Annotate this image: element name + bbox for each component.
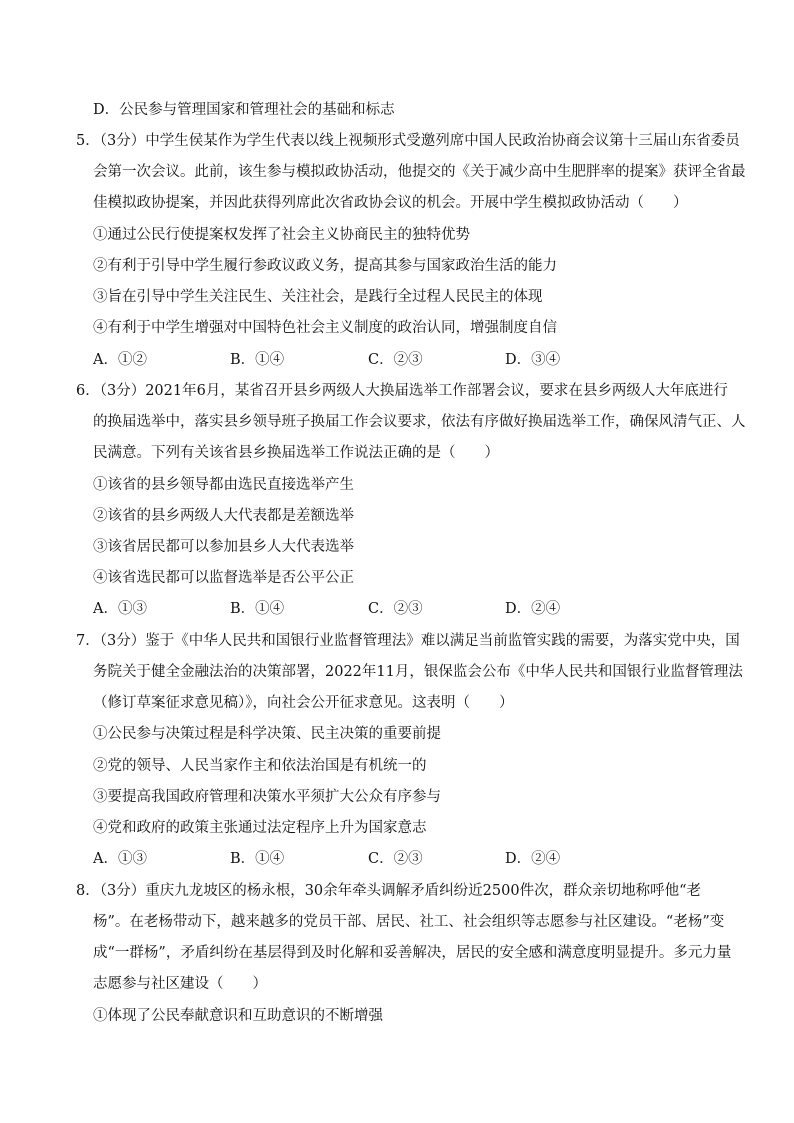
q6-stem-line-2: 的换届选举中，落实县乡领导班子换届工作会议要求，依法有序做好换届选举工作，确保风清气正、人 bbox=[93, 414, 746, 430]
q7-stem-line-1: 7．（3分）鉴于《中华人民共和国银行业监督管理法》难以满足当前监管实践的需要，为落实党中央，国 bbox=[76, 633, 740, 649]
q7-option-d[interactable]: D．②④ bbox=[505, 851, 561, 867]
q6-stem-line-1: 6．（3分）2021年6月，某省召开县乡两级人大换届选举工作部署会议，要求在县乡两级人大年底进行 bbox=[76, 383, 728, 399]
q7-statement-2: ②党的领导、人民当家作主和依法治国是有机统一的 bbox=[93, 758, 427, 774]
q5-option-d[interactable]: D．③④ bbox=[505, 352, 561, 368]
q8-stem-line-2: 杨”。在老杨带动下，越来越多的党员干部、居民、社工、社会组织等志愿参与社区建设。“老杨”变 bbox=[93, 914, 725, 930]
q6-stem-line-3: 民满意。下列有关该省县乡换届选举工作说法正确的是（ ） bbox=[93, 445, 499, 461]
q8-stem-line-4: 志愿参与社区建设（ ） bbox=[93, 976, 267, 992]
q5-statement-4: ④有利于中学生增强对中国特色社会主义制度的政治认同，增强制度自信 bbox=[93, 320, 557, 336]
q5-stem-line-2: 会第一次会议。此前，该生参与模拟政协活动，他提交的《关于减少高中生肥胖率的提案》获评全省最 bbox=[93, 164, 746, 180]
q8-stem-line-1: 8．（3分）重庆九龙坡区的杨永根，30余年牵头调解矛盾纠纷近2500件次，群众亲切地称呼他“老 bbox=[76, 883, 701, 899]
q5-option-b[interactable]: B．①④ bbox=[230, 352, 285, 368]
q5-statement-2: ②有利于引导中学生履行参政议政义务，提高其参与国家政治生活的能力 bbox=[93, 258, 557, 274]
q7-stem-line-3: （修订草案征求意见稿）》，向社会公开征求意见。这表明（ ） bbox=[93, 695, 514, 711]
q6-option-b[interactable]: B．①④ bbox=[230, 601, 285, 617]
q7-statement-1: ①公民参与决策过程是科学决策、民主决策的重要前提 bbox=[93, 726, 441, 742]
q5-statement-3: ③旨在引导中学生关注民生、关注社会，是践行全过程人民民主的体现 bbox=[93, 289, 543, 305]
prev-question-option-d: D．公民参与管理国家和管理社会的基础和标志 bbox=[93, 102, 395, 118]
q6-option-c[interactable]: C．②③ bbox=[368, 601, 423, 617]
q7-stem-line-2: 务院关于健全金融法治的决策部署，2022年11月，银保监会公布《中华人民共和国银行业监督管理法 bbox=[93, 664, 743, 680]
q5-stem-line-1: 5．（3分）中学生侯某作为学生代表以线上视频形式受邀列席中国人民政治协商会议第十三届山东省委员 bbox=[76, 133, 740, 149]
q5-statement-1: ①通过公民行使提案权发挥了社会主义协商民主的独特优势 bbox=[93, 227, 470, 243]
q6-statement-1: ①该省的县乡领导都由选民直接选举产生 bbox=[93, 477, 354, 493]
q7-option-c[interactable]: C．②③ bbox=[368, 851, 423, 867]
q6-option-d[interactable]: D．②④ bbox=[505, 601, 561, 617]
q8-stem-line-3: 成“一群杨”，矛盾纠纷在基层得到及时化解和妥善解决，居民的安全感和满意度明显提升。多元力量 bbox=[93, 945, 732, 961]
q6-option-a[interactable]: A．①③ bbox=[93, 601, 147, 617]
q5-option-c[interactable]: C．②③ bbox=[368, 352, 423, 368]
q7-statement-3: ③要提高我国政府管理和决策水平须扩大公众有序参与 bbox=[93, 789, 441, 805]
q5-option-a[interactable]: A．①② bbox=[93, 352, 147, 368]
q5-options bbox=[93, 350, 653, 370]
q7-options bbox=[93, 849, 653, 869]
q6-statement-4: ④该省选民都可以监督选举是否公平公正 bbox=[93, 570, 354, 586]
q5-stem-line-3: 佳模拟政协提案，并因此获得列席此次省政协会议的机会。开展中学生模拟政协活动（ ） bbox=[93, 195, 688, 211]
q6-statement-3: ③该省居民都可以参加县乡人大代表选举 bbox=[93, 539, 354, 555]
q7-option-a[interactable]: A．①③ bbox=[93, 851, 147, 867]
q7-statement-4: ④党和政府的政策主张通过法定程序上升为国家意志 bbox=[93, 820, 427, 836]
q7-option-b[interactable]: B．①④ bbox=[230, 851, 285, 867]
q6-statement-2: ②该省的县乡两级人大代表都是差额选举 bbox=[93, 508, 354, 524]
q8-statement-1: ①体现了公民奉献意识和互助意识的不断增强 bbox=[93, 1008, 383, 1024]
q6-options bbox=[93, 599, 653, 619]
